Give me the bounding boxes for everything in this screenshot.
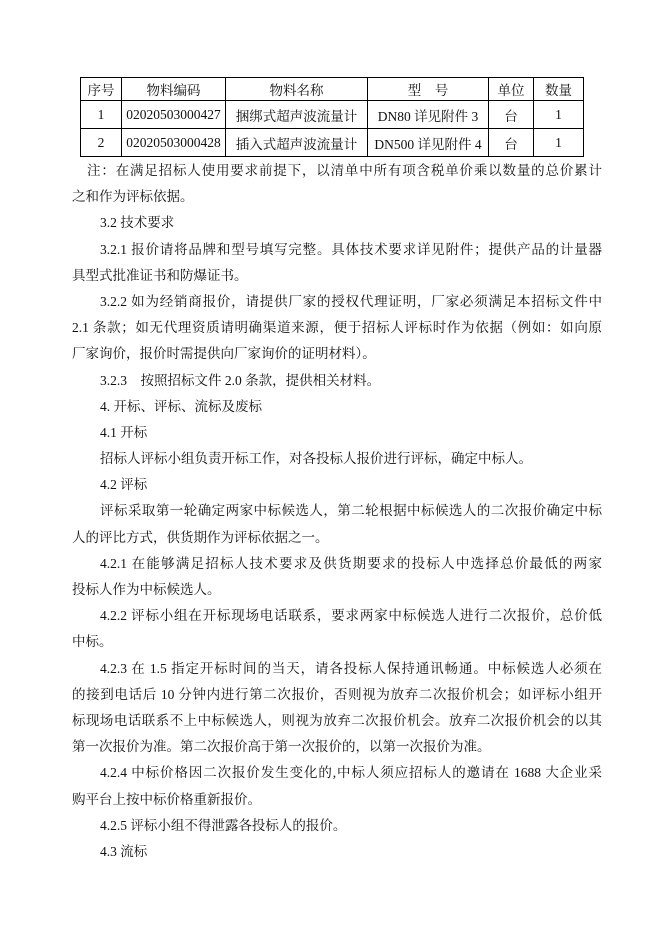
- column-header: 单位: [489, 78, 534, 101]
- table-cell: DN80 详见附件 3: [368, 101, 489, 129]
- paragraph-line: 4.2.5 评标小组不得泄露各投标人的报价。: [100, 817, 347, 833]
- paragraph-line: 投标人作为中标候选人。: [72, 582, 221, 597]
- paragraph-line: 之和作为评标依据。: [72, 189, 194, 205]
- paragraph-line: 评标采取第一轮确定两家中标候选人，第二轮根据中标候选人的二次报价确定中标: [100, 503, 602, 519]
- materials-table-body: [81, 101, 584, 157]
- table-cell: DN500 详见附件 4: [368, 129, 489, 157]
- paragraph-line: 3.2 技术要求: [100, 215, 175, 231]
- column-header: 型 号: [368, 78, 489, 101]
- paragraph-line: 人的评比方式，供货期作为评标依据之一。: [72, 529, 329, 545]
- paragraph-line: 4.2.3 在 1.5 指定开标时间的当天，请各投标人保持通讯畅通。中标候选人必须在: [100, 660, 602, 676]
- paragraph-line: 3.2.2 如为经销商报价，请提供厂家的授权代理证明，厂家必须满足本招标文件中: [100, 293, 602, 309]
- table-cell: 捆绑式超声波流量计: [226, 101, 368, 129]
- table-cell: 台: [489, 101, 534, 129]
- paragraph-line: 4.1 开标: [100, 424, 148, 440]
- paragraph-line: 4.2 评标: [100, 477, 148, 493]
- paragraph-line: 的接到电话后 10 分钟内进行第二次报价，否则视为放弃二次报价机会；如评标小组开: [72, 686, 602, 702]
- table-cell: 1: [534, 129, 584, 157]
- table-cell: 02020503000427: [122, 101, 226, 129]
- paragraph-line: 第一次报价为准。第二次报价高于第一次报价的，以第一次报价为准。: [72, 739, 491, 755]
- paragraph-line: 4. 开标、评标、流标及废标: [100, 398, 262, 414]
- table-cell: 1: [81, 101, 122, 129]
- paragraph-line: 2.1 条款；如无代理资质请明确渠道来源，便于招标人评标时作为依据（例如：如向原: [72, 320, 602, 336]
- table-cell: 插入式超声波流量计: [226, 129, 368, 157]
- paragraph-line: 标现场电话联系不上中标候选人，则视为放弃二次报价机会。放弃二次报价机会的以其: [72, 712, 602, 728]
- column-header: 物料名称: [226, 78, 368, 101]
- paragraph-line: 3.2.1 报价请将品牌和型号填写完整。具体技术要求详见附件；提供产品的计量器: [100, 241, 602, 257]
- paragraph-line: 中标。: [72, 634, 113, 650]
- paragraph-line: 厂家询价，报价时需提供向厂家询价的证明材料）。: [72, 346, 376, 362]
- paragraph-line: 4.2.2 评标小组在开标现场电话联系，要求两家中标候选人进行二次报价，总价低: [100, 608, 602, 624]
- paragraph-line: 注：在满足招标人使用要求前提下，以清单中所有项含税单价乘以数量的总价累计: [87, 163, 602, 178]
- materials-table: [80, 77, 584, 157]
- table-cell: 台: [489, 129, 534, 157]
- table-row: [81, 129, 584, 157]
- column-header: 序号: [81, 78, 122, 101]
- table-cell: 1: [534, 101, 584, 129]
- table-cell: 02020503000428: [122, 129, 226, 157]
- paragraph-line: 招标人评标小组负责开标工作，对各投标人报价进行评标，确定中标人。: [100, 451, 532, 467]
- paragraph-line: 具型式批准证书和防爆证书。: [72, 267, 248, 283]
- paragraph-line: 购平台上按中标价格重新报价。: [72, 791, 261, 807]
- paragraph-line: 4.2.4 中标价格因二次报价发生变化的,中标人须应招标人的邀请在 1688 大企业采: [100, 765, 602, 781]
- table-cell: 2: [81, 129, 122, 157]
- paragraph-line: 4.2.1 在能够满足招标人技术要求及供货期要求的投标人中选择总价最低的两家: [100, 555, 602, 571]
- table-row: [81, 101, 584, 129]
- column-header: 物料编码: [122, 78, 226, 101]
- column-header: 数量: [534, 78, 584, 101]
- materials-table-header-row: [81, 78, 584, 101]
- paragraph-line: 3.2.3 按照招标文件 2.0 条款，提供相关材料。: [100, 372, 381, 388]
- paragraph-line: 4.3 流标: [100, 843, 148, 859]
- text-block: [72, 158, 602, 865]
